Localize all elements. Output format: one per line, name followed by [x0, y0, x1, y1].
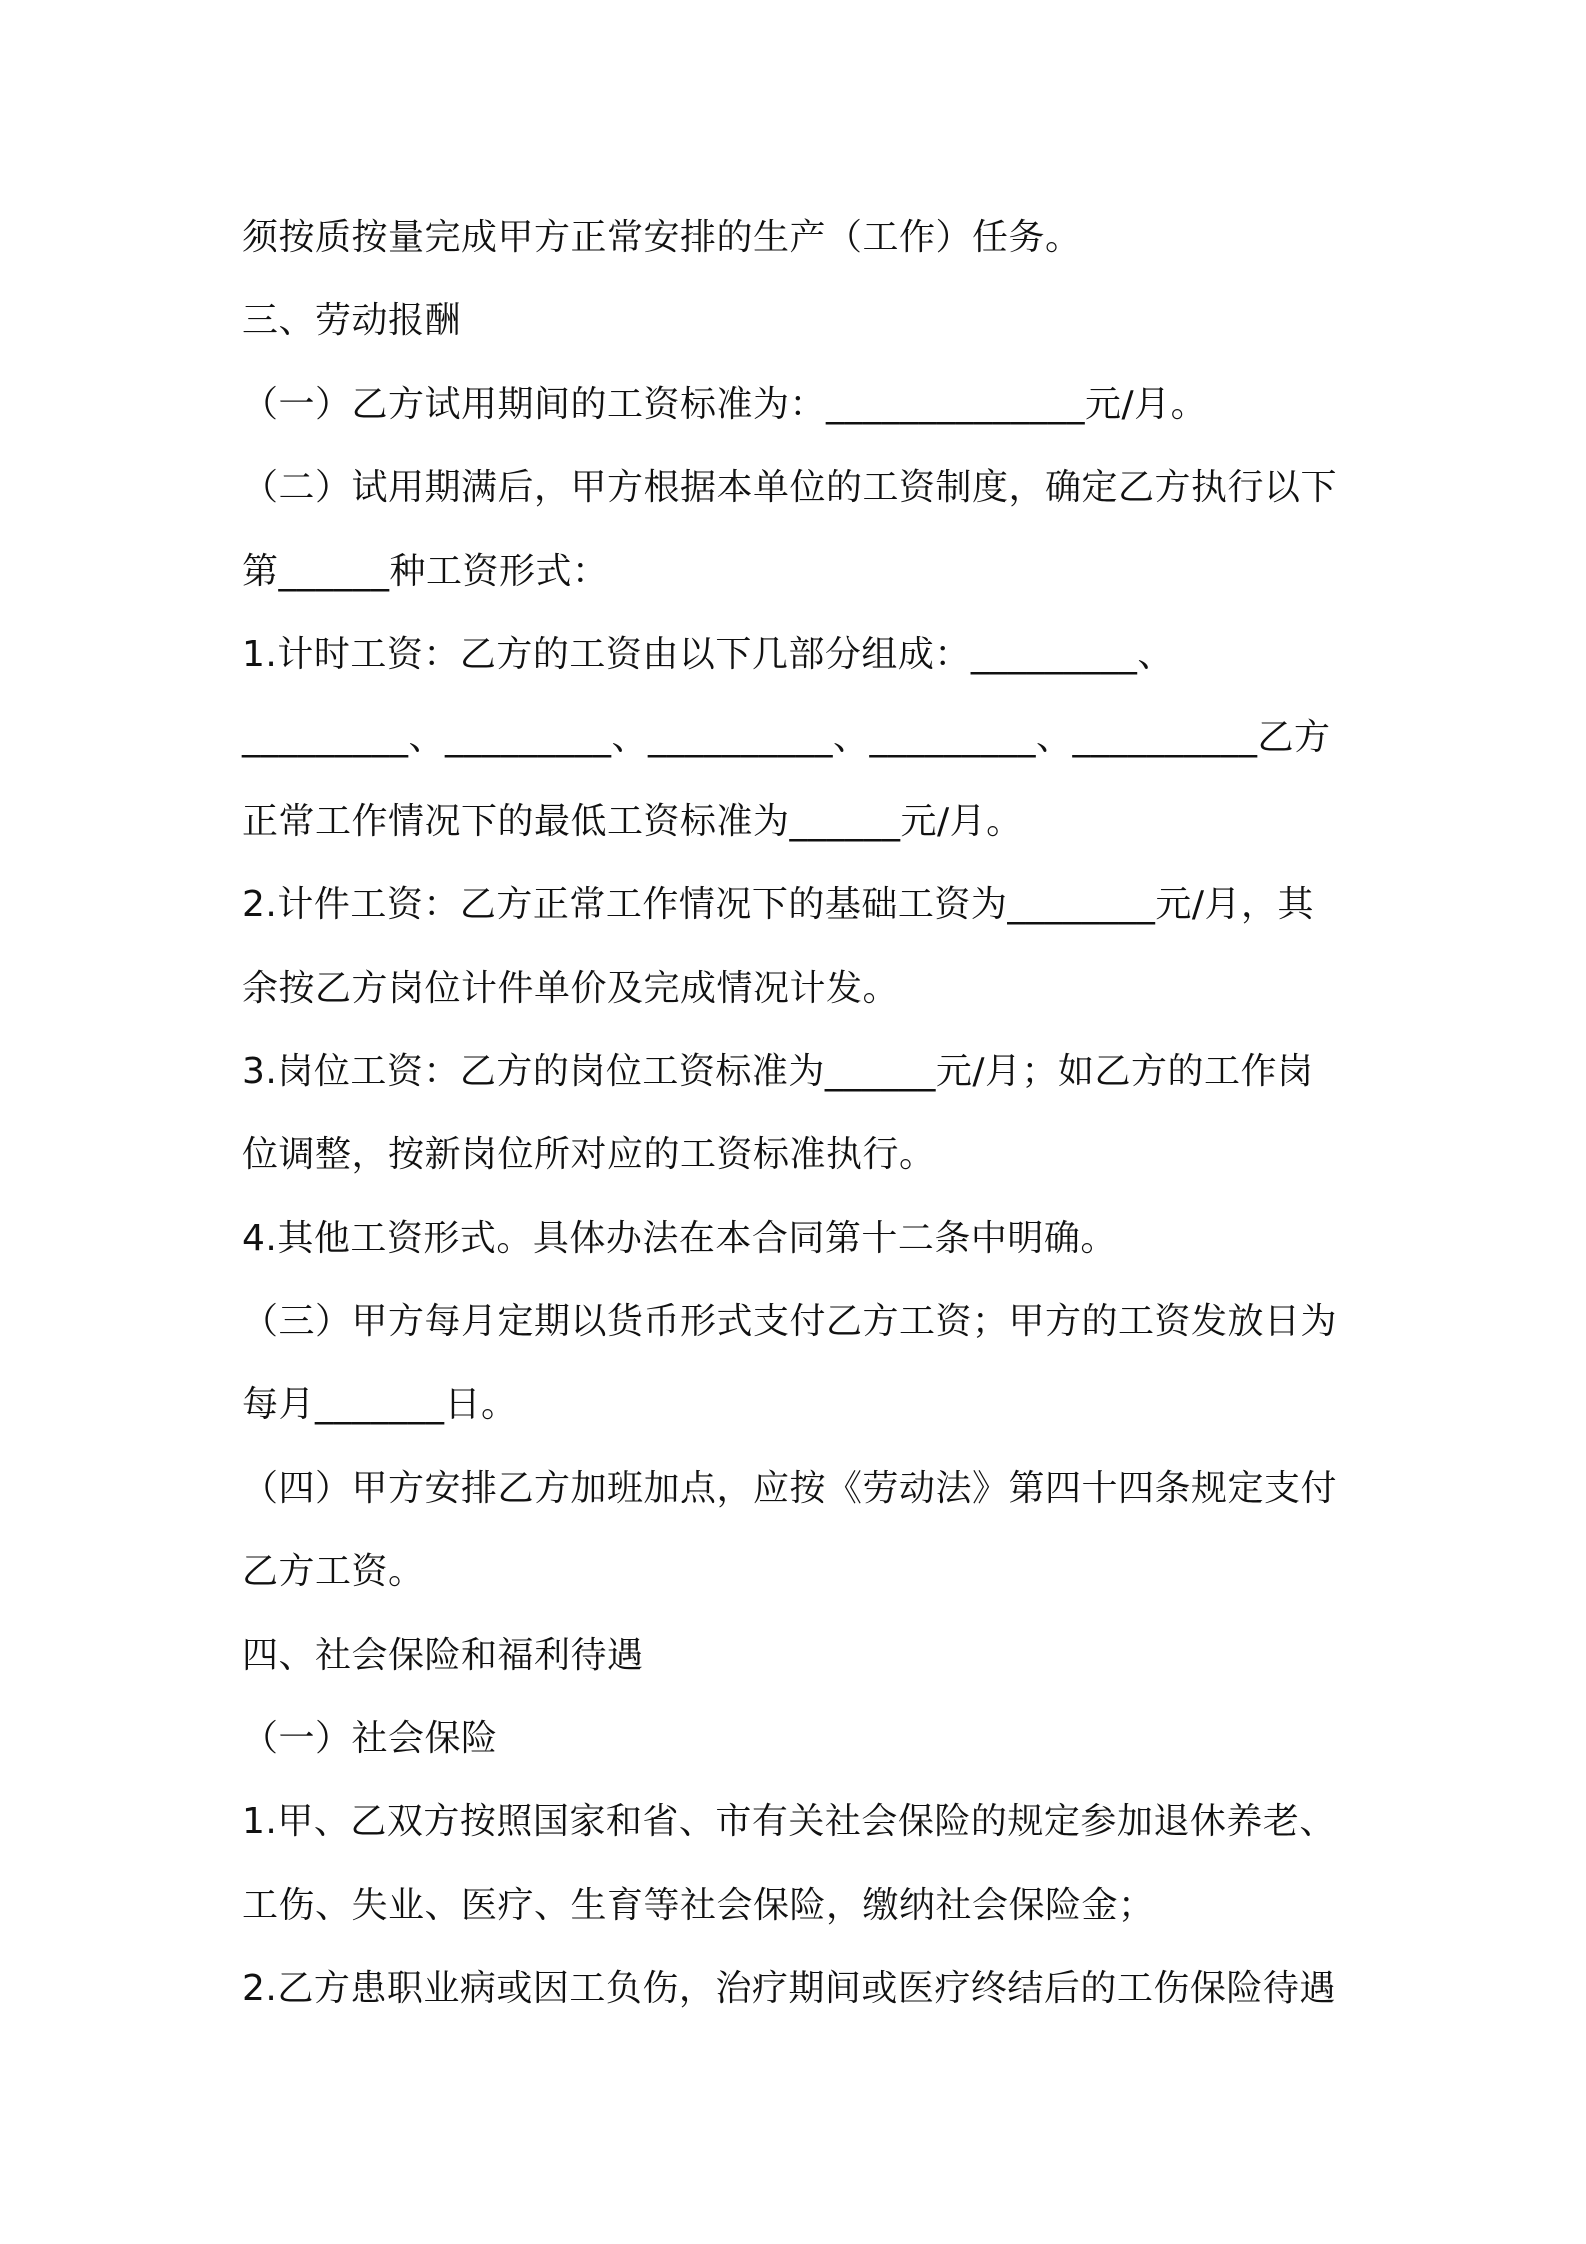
subsection-heading: （一）社会保险 — [242, 1718, 498, 1760]
text-line: 3.岗位工资：乙方的岗位工资标准为______元/月；如乙方的工作岗 — [242, 1050, 1314, 1092]
text-line: _________、_________、__________、_________、__________乙方 — [242, 717, 1331, 759]
text-line: 正常工作情况下的最低工资标准为______元/月。 — [242, 800, 1023, 842]
text-line: 每月_______日。 — [242, 1384, 518, 1426]
text-line: 1.计时工资：乙方的工资由以下几部分组成：_________、 — [242, 633, 1174, 675]
text-line: 2.计件工资：乙方正常工作情况下的基础工资为________元/月，其 — [242, 884, 1314, 926]
document-body — [242, 196, 1362, 2031]
text-line: 1.甲、乙双方按照国家和省、市有关社会保险的规定参加退休养老、 — [242, 1801, 1336, 1843]
text-line: （四）甲方安排乙方加班加点，应按《劳动法》第四十四条规定支付 — [242, 1467, 1338, 1509]
text-line: 2.乙方患职业病或因工负伤，治疗期间或医疗终结后的工伤保险待遇 — [242, 1968, 1336, 2010]
section-heading-social-insurance: 四、社会保险和福利待遇 — [242, 1634, 644, 1676]
text-line: 位调整，按新岗位所对应的工资标准执行。 — [242, 1134, 936, 1176]
text-line: 乙方工资。 — [242, 1551, 425, 1593]
text-line: （三）甲方每月定期以货币形式支付乙方工资；甲方的工资发放日为 — [242, 1301, 1338, 1343]
text-line: 余按乙方岗位计件单价及完成情况计发。 — [242, 967, 900, 1009]
text-line: （一）乙方试用期间的工资标准为：______________元/月。 — [242, 383, 1208, 425]
section-heading-labor-pay: 三、劳动报酬 — [242, 300, 462, 342]
text-line: （二）试用期满后，甲方根据本单位的工资制度，确定乙方执行以下 — [242, 467, 1338, 509]
text-line: 4.其他工资形式。具体办法在本合同第十二条中明确。 — [242, 1217, 1117, 1259]
text-line: 工伤、失业、医疗、生育等社会保险，缴纳社会保险金； — [242, 1884, 1155, 1926]
text-line: 第______种工资形式： — [242, 550, 609, 592]
text-line: 须按质按量完成甲方正常安排的生产（工作）任务。 — [242, 217, 1082, 258]
